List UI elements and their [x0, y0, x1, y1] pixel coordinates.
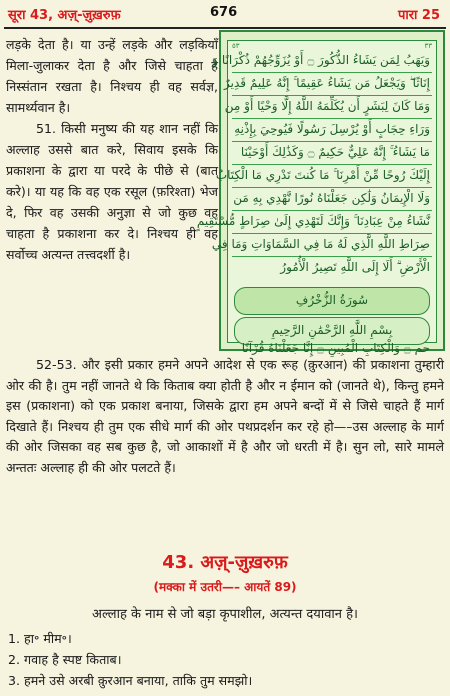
arabic-panel-frame [196, 40, 437, 355]
paragraph-continued: लड़के देता है। या उन्हें लड़के और लड़कियाँ मिला-जुलाकर देता है और जिसे चाहता है निस्संतान रखता है। निश्चय ही वह सर्वज्ञ, सामर्थ्यवान है। [6, 37, 218, 115]
arabic-corner-left: ٥٣ [232, 42, 240, 50]
arabic-rule [232, 118, 432, 119]
header-surah: सूरा 43, अज़्-ज़ुख़रुफ़ [8, 8, 121, 23]
arabic-line: إِنَاثًا ۖ وَيَجْعَلُ مَن يَشَاءُ عَقِيمًا ۚ إِنَّهُ عَلِيمٌ قَدِيرٌ [224, 76, 430, 90]
arabic-line: إِلَيْكَ رُوحًا مِّنْ أَمْرِنَا ۚ مَا كُنتَ تَدْرِي مَا الْكِتَابُ [215, 168, 430, 182]
arabic-rule [232, 164, 432, 165]
arabic-rule [232, 233, 432, 234]
arabic-line: وَيَهَبُ لِمَن يَشَاءُ الذُّكُورَ ۝ أَوْ يُزَوِّجُهُمْ ذُكْرَانًا وَ [212, 53, 430, 67]
bismillah-text: अल्लाह के नाम से जो बड़ा कृपाशील, अत्यन्त दयावान है। [92, 607, 358, 622]
arabic-rule [232, 95, 432, 96]
arabic-line: حم ۝ وَالْكِتَابِ الْمُبِينِ ۝ إِنَّا جَعَلْنَاهُ قُرْآنًا [241, 341, 430, 355]
page-header [0, 0, 450, 26]
page-number: 676 [210, 5, 238, 20]
arabic-line: وَلَا الْإِيمَانُ وَلَٰكِن جَعَلْنَاهُ نُورًا نَّهْدِي بِهِ مَن [233, 191, 430, 205]
surah-subtitle: (मक्का में उतरी—– आयतें 89) [153, 580, 297, 594]
header-para: पारा 25 [397, 8, 440, 23]
surah-name-ribbon [234, 287, 430, 315]
full-width-text [6, 355, 444, 478]
paragraph-verse-52-53: 52-53. और इसी प्रकार हमने अपने आदेश से एक रूह (क़ुरआन) की प्रकाशना तुम्हारी ओर की है। तुम नहीं जानते थे कि किताब क्या होती है और न ईमान को (जानते थे), किन्तु हमने इस (प्रकाशना) को एक प्रकाश बनाया, जिसके द्वारा हम अपने बन्दों में से जिसे चाहते हैं मार्ग दिखाते हैं। निश्चय ही तुम एक सीधे मार्ग की ओर पथप्रदर्शन कर रहे हो—–उस अल्लाह के मार्ग की ओर जिसका वह सब कुछ है, जो आकाशों में है और जो धरती में है। सुन लो, सारे मामले अन्ततः अल्लाह ही की ओर पलटते हैं। [6, 357, 444, 475]
verse-item: 2. गवाह है स्पष्ट किताब। [8, 652, 122, 667]
arabic-rule [232, 72, 432, 73]
surah-title: 43. अज़्-ज़ुख़रुफ़ [162, 552, 288, 573]
ribbon-text: سُورَةُ الزُّخْرُفِ [295, 293, 369, 307]
arabic-line: مَا يَشَاءُ ۚ إِنَّهُ عَلِيٌّ حَكِيمٌ ۝ وَكَذَٰلِكَ أَوْحَيْنَا [240, 145, 430, 159]
arabic-line: الْأَرْضِ ۗ أَلَا إِلَى اللَّهِ تَصِيرُ الْأُمُورُ [280, 260, 430, 274]
arabic-line: وَرَاءِ حِجَابٍ أَوْ يُرْسِلَ رَسُولًا فَيُوحِيَ بِإِذْنِهِ [234, 122, 430, 136]
arabic-corner-right: ٣٣ [424, 42, 432, 50]
arabic-rule [232, 187, 432, 188]
ribbon-text: بِسْمِ اللَّهِ الرَّحْمَٰنِ الرَّحِيمِ [271, 323, 393, 337]
paragraph-verse-51: 51. किसी मनुष्य की यह शान नहीं कि अल्लाह उससे बात करे, सिवाय इसके कि प्रकाशना के द्वारा या परदे के पीछे से (बात करे)। या यह कि वह एक रसूल (फ़रिश्ता) भेज दे, फिर वह उसकी अनुज्ञा से जो कुछ वह चाहता है प्रकाशना कर दे। निश्चय ही वह सर्वोच्च अत्यन्त तत्त्वदर्शी है। [6, 121, 218, 262]
arabic-line: نَّشَاءُ مِنْ عِبَادِنَا ۚ وَإِنَّكَ لَتَهْدِي إِلَىٰ صِرَاطٍ مُّسْتَقِيمٍ [196, 214, 430, 228]
verse-list [8, 628, 438, 691]
arabic-line: صِرَاطِ اللَّهِ الَّذِي لَهُ مَا فِي السَّمَاوَاتِ وَمَا فِي [211, 237, 430, 251]
arabic-rule [232, 141, 432, 142]
arabic-rule [232, 210, 432, 211]
verse-item: 1. हा॰ मीम॰। [8, 631, 72, 646]
arabic-rule [232, 256, 432, 257]
verse-item: 3. हमने उसे अरबी क़ुरआन बनाया, ताकि तुम समझो। [8, 673, 253, 688]
header-divider [4, 27, 446, 29]
left-column-text [6, 34, 218, 265]
arabic-line: وَمَا كَانَ لِبَشَرٍ أَن يُكَلِّمَهُ اللَّهُ إِلَّا وَحْيًا أَوْ مِن [224, 99, 430, 113]
arabic-text-panel [196, 30, 445, 355]
